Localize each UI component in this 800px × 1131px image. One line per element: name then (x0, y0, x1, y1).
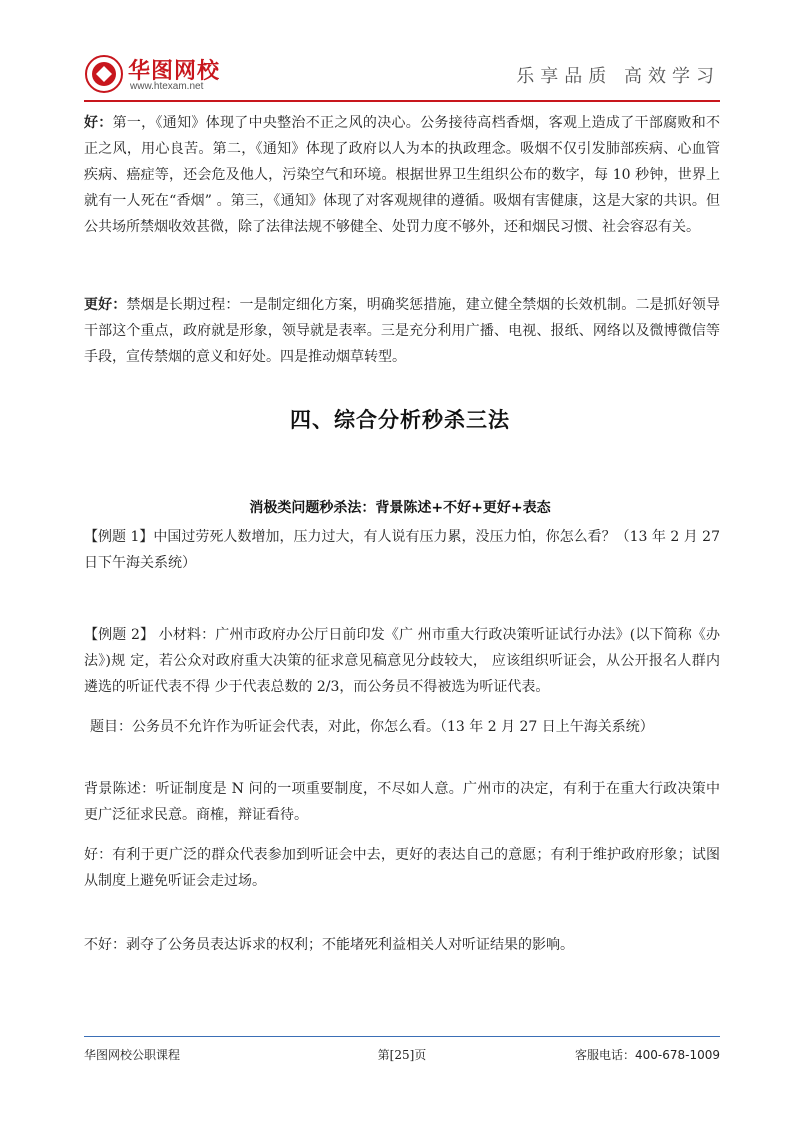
logo-seal-icon (84, 54, 124, 94)
page-header (84, 50, 720, 100)
paragraph-label: 更好： (84, 297, 127, 313)
header-slogan: 乐享品质 高效学习 (516, 66, 720, 87)
paragraph-better (84, 292, 720, 370)
paragraph-label: 好： (84, 115, 113, 131)
paragraph-good (84, 110, 720, 240)
example-1: 【例题 1】中国过劳死人数增加，压力过大，有人说有压力累，没压力怕，你怎么看？（13 年 2 月 27 日下午海关系统） (84, 529, 720, 571)
paragraph-text: 第一，《通知》体现了中央整治不正之风的决心。公务接待高档香烟，客观上造成了干部腐败和不正之风，用心良苦。第二，《通知》体现了政府以人为本的执政理念。吸烟不仅引发肺部疾病、心血管疾病、癌症等，还会危及他人，污染空气和环境。根据世界卫生组织公布的数字，每 10 秒钟，世界上就有一人死在“香烟” 。第三，《通知》体现了对客观规律的遵循。吸烟有害健康，这是大家的共识。但公共场所禁烟收效甚微，除了法律法规不够健全、处罚力度不够外，还和烟民习惯、社会容忍有关。 (84, 115, 721, 235)
answer-bad: 不好：剥夺了公务员表达诉求的权利；不能堵死利益相关人对听证结果的影响。 (84, 937, 574, 953)
section-title: 四、综合分析秒杀三法 (290, 408, 510, 432)
logo-url: www.htexam.net (130, 81, 204, 92)
header-divider (84, 100, 720, 102)
page-number: 第[25]页 (377, 1048, 427, 1062)
footer-divider (84, 1036, 720, 1037)
page-footer (84, 1046, 720, 1066)
method-title: 消极类问题秒杀法：背景陈述+不好+更好+表态 (249, 500, 551, 516)
paragraph-text: 禁烟是长期过程：一是制定细化方案，明确奖惩措施，建立健全禁烟的长效机制。二是抓好领导干部这个重点，政府就是形象，领导就是表率。三是充分利用广播、电视、报纸、网络以及微博微信等手段，宣传禁烟的意义和好处。四是推动烟草转型。 (84, 297, 721, 365)
logo[interactable] (84, 54, 254, 98)
footer-phone: 客服电话：400-678-1009 (574, 1048, 720, 1062)
answer-background: 背景陈述：听证制度是 N 问的一项重要制度，不尽如人意。广州市的决定，有利于在重大行政决策中更广泛征求民意。商榷，辩证看待。 (84, 781, 720, 823)
logo-text: 华图网校 (128, 59, 221, 84)
example-2: 【例题 2】 小材料：广州市政府办公厅日前印发《广 州市重大行政决策听证试行办法》(以下简称《办法》)规 定，若公众对政府重大决策的征求意见稿意见分歧较大， 应该组织听证会，从公开报名人群内遴选的听证代表不得 少于代表总数的 2/3，而公务员不得被选为听证代表。 (84, 627, 720, 695)
answer-good: 好：有利于更广泛的群众代表参加到听证会中去，更好的表达自己的意愿；有利于维护政府形象；试图从制度上避免听证会走过场。 (84, 847, 720, 889)
footer-course: 华图网校公职课程 (84, 1048, 181, 1062)
example-2-question: 题目：公务员不允许作为听证会代表，对此，你怎么看。（13 年 2 月 27 日上午海关系统） (90, 719, 654, 735)
